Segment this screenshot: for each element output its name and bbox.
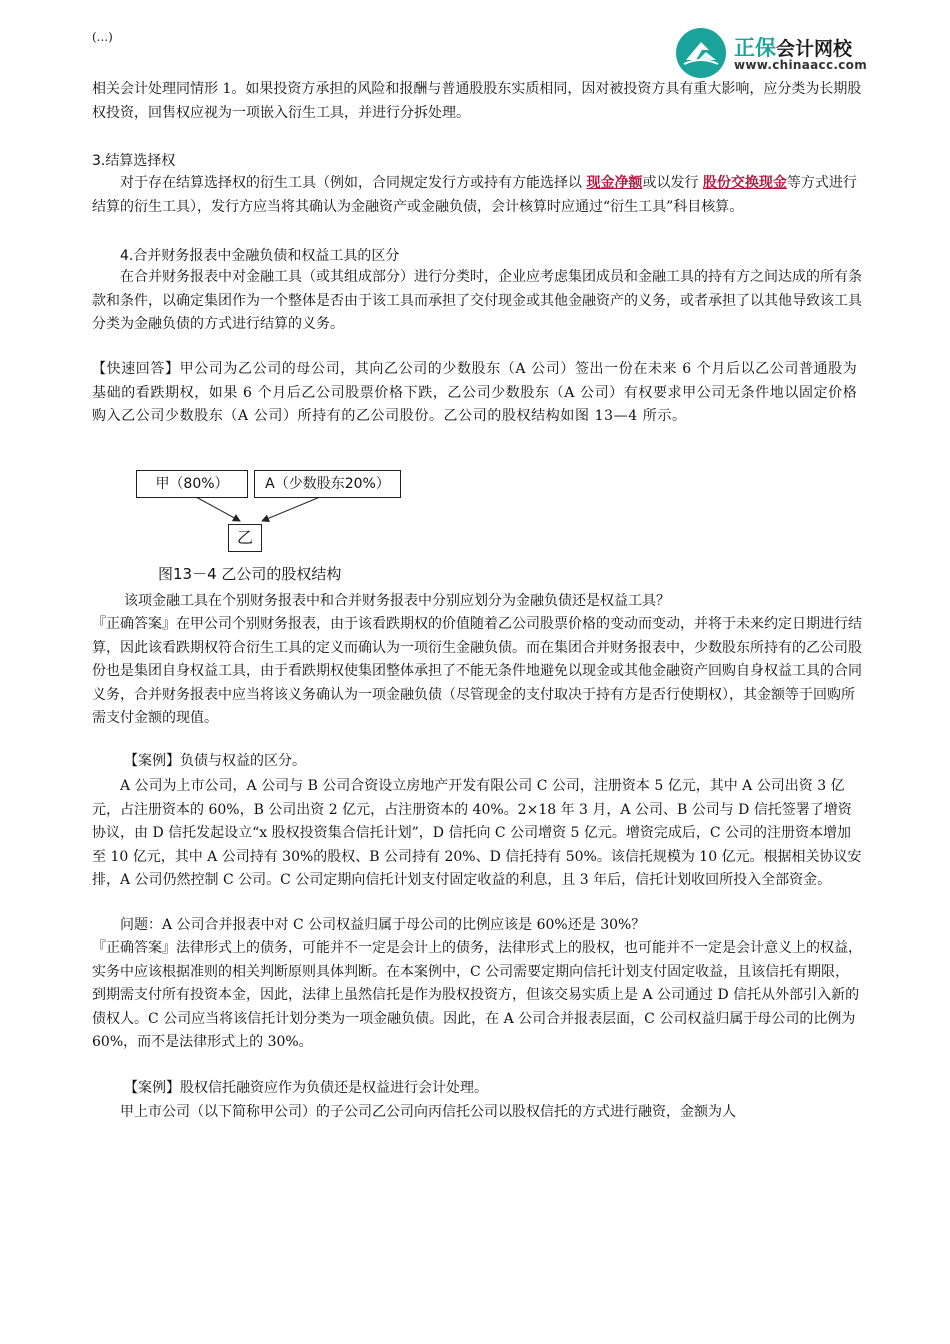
logo-emblem-icon	[676, 28, 726, 78]
chinaacc-logo[interactable]	[676, 28, 906, 80]
box-minority-a: A（少数股东20%）	[254, 470, 401, 498]
paragraph-put-option: 相关会计处理同情形 1。如果投资方承担的风险和报酬与普通股股东实质相同，因对被投资方具有重大影响，应分类为长期股权投资，回售权应视为一项嵌入衍生工具，并进行分拆处理。	[92, 81, 862, 121]
keyword-share-exchange-cash[interactable]: 股份交换现金	[702, 175, 787, 191]
settle-text-c: 等方式进行结算的衍生工具），发行方应当将其确认为金融资产或金融负债，会计核算时应通过“衍生工具”科目核算。	[92, 175, 857, 215]
logo-name-rest: 会计网校	[776, 38, 853, 60]
case1-question: 问题：A 公司合并报表中对 C 公司权益归属于母公司的比例应该是 60%还是 30%？	[120, 917, 646, 933]
case1-answer: 『正确答案』法律形式上的债务，可能并不一定是会计上的债务，法律形式上的股权，也可能并不一定是会计意义上的权益，实务中应该根据准则的相关判断原则具体判断。在本案例中，C 公司需要定期向信托计划支付固定收益，且该信托有期限，到期需支付所有投资本金，因此，法律上虽然信托是作为股权投资方，但该交易实质上是 A 公司通过 D 信托从外部引入新的债权人。C 公司应当将该信托计划分类为一项金融负债。因此，在 A 公司合并报表层面，C 公司权益归属于母公司的比例为 60%，而不是法律形式上的 30%。	[92, 940, 862, 1050]
settle-text-b: 或以发行	[642, 175, 699, 191]
keyword-cash-net[interactable]: 现金净额	[586, 175, 643, 191]
case2-body: 甲上市公司（以下简称甲公司）的子公司乙公司向丙信托公司以股权信托的方式进行融资，金额为人	[120, 1104, 736, 1120]
case1-title: 【案例】负债与权益的区分。	[124, 753, 306, 769]
paragraph-settlement-option	[92, 172, 862, 219]
heading-consolidated: 4.合并财务报表中金融负债和权益工具的区分	[120, 248, 400, 264]
answer-classification: 『正确答案』在甲公司个别财务报表，由于该看跌期权的价值随着乙公司股票价格的变动而变动，并将于未来约定日期进行结算，因此该看跌期权符合衍生工具的定义而确认为一项衍生金融负债。而在集团合并财务报表中，少数股东所持有的乙公司股份也是集团自身权益工具，由于看跌期权使集团整体承担了不能无条件地避免以现金或其他金融资产回购自身权益工具的合同义务，合并财务报表中应当将该义务确认为一项金融负债（尽管现金的支付取决于持有方是否行使期权），其金额等于回购所需支付金额的现值。	[92, 616, 862, 726]
box-parent-jia: 甲（80%）	[136, 470, 248, 498]
case2-title: 【案例】股权信托融资应作为负债还是权益进行会计处理。	[124, 1080, 488, 1096]
settle-text-a: 对于存在结算选择权的衍生工具（例如，合同规定发行方或持有方能选择以	[120, 175, 582, 191]
figure-caption: 图13－4 乙公司的股权结构	[158, 565, 342, 583]
paragraph-consolidated: 在合并财务报表中对金融工具（或其组成部分）进行分类时，企业应考虑集团成员和金融工具的持有方之间达成的所有条款和条件，以确定集团作为一个整体是否由于该工具而承担了交付现金或其他金融资产的义务，或者承担了以其他导致该工具分类为金融负债的方式进行结算的义务。	[92, 269, 862, 332]
case1-body: A 公司为上市公司，A 公司与 B 公司合资设立房地产开发有限公司 C 公司，注册资本 5 亿元，其中 A 公司出资 3 亿元，占注册资本的 60%，B 公司出资 2 亿元，占注册资本的 40%。2×18 年 3 月，A 公司、B 公司与 D 信托签署了增资协议，由 D 信托发起设立“x 股权投资集合信托计划”，D 信托向 C 公司增资 5 亿元。增资完成后，C 公司的注册资本增加至 10 亿元，其中 A 公司持有 30%的股权、B 公司持有 20%、D 信托持有 50%。该信托规模为 10 亿元。根据相关协议安排，A 公司仍然控制 C 公司。C 公司定期向信托计划支付固定收益的利息，且 3 年后，信托计划收回所投入全部资金。	[92, 778, 862, 888]
question-classification: 该项金融工具在个别财务报表中和合并财务报表中分别应划分为金融负债还是权益工具？	[124, 593, 670, 609]
heading-settlement-option: 3.结算选择权	[92, 153, 176, 169]
paragraph-quick-answer: 【快速回答】甲公司为乙公司的母公司，其向乙公司的少数股东（A 公司）签出一份在未来 6 个月后以乙公司普通股为基础的看跌期权，如果 6 个月后乙公司股票价格下跌，乙公司少数股东（A 公司）有权要求甲公司无条件地以固定价格购入乙公司少数股东（A 公司）所持有的乙公司股份。乙公司的股权结构如图 13—4 所示。	[92, 361, 858, 424]
arrow-jia-to-yi	[196, 497, 240, 521]
header-fragment: (...)	[92, 30, 113, 44]
logo-name-accent: 正保	[734, 36, 776, 60]
arrow-a-to-yi	[262, 497, 320, 521]
box-subsidiary-yi: 乙	[228, 524, 262, 552]
logo-url: www.chinaacc.com	[734, 58, 868, 72]
